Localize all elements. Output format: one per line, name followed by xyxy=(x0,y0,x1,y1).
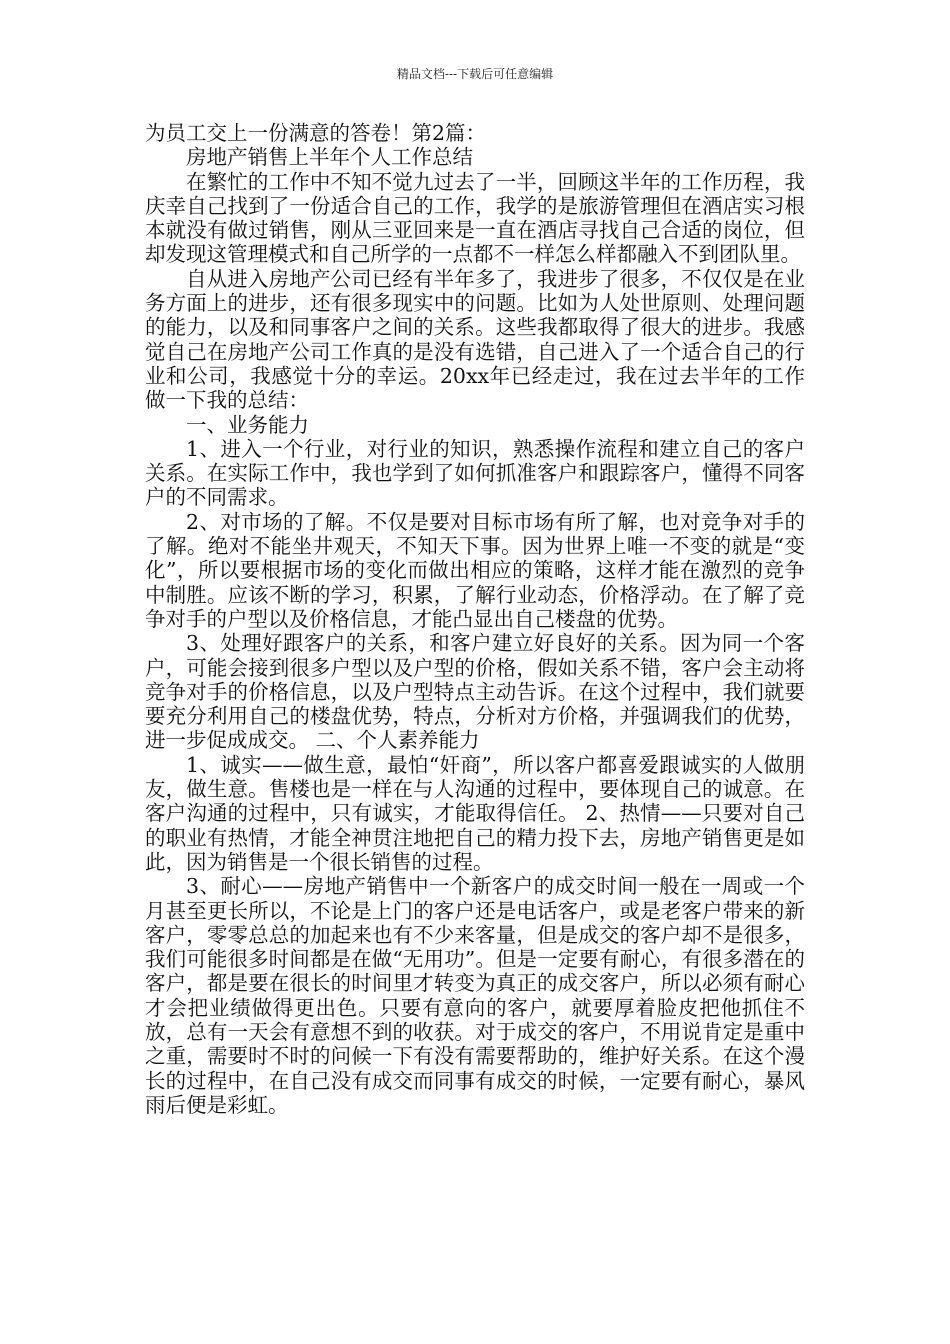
paragraph: 1、诚实——做生意，最怕“奸商”，所以客户都喜爱跟诚实的人做朋友，做生意。售楼也是一样在与人沟通的过程中，要体现自己的诚意。在客户沟通的过程中，只有诚实，才能取得信任。 2、热情——只要对自己的职业有热情，才能全神贯注地把自己的精力投下去，房地产销售更是如此，因为销售是一个很长销售的过程。 xyxy=(145,752,805,874)
paragraph: 3、处理好跟客户的关系，和客户建立好良好的关系。因为同一个客户，可能会接到很多户型以及户型的价格，假如关系不错，客户会主动将竞争对手的价格信息，以及户型特点主动告诉。在这个过程中，我们就要要充分利用自己的楼盘优势，特点，分析对方价格，并强调我们的优势，进一步促成成交。 二、个人素养能力 xyxy=(145,631,805,753)
document-body xyxy=(145,121,805,1117)
paragraph: 在繁忙的工作中不知不觉九过去了一半，回顾这半年的工作历程，我庆幸自己找到了一份适合自己的工作，我学的是旅游管理但在酒店实习根本就没有做过销售，刚从三亚回来是一直在酒店寻找自己合适的岗位，但却发现这管理模式和自己所学的一点都不一样怎么样都融入不到团队里。 xyxy=(145,169,805,267)
section-title: 房地产销售上半年个人工作总结 xyxy=(186,145,473,170)
paragraph: 1、进入一个行业，对行业的知识，熟悉操作流程和建立自己的客户关系。在实际工作中，我也学到了如何抓准客户和跟踪客户，懂得不同客户的不同需求。 xyxy=(145,436,805,510)
page-header-watermark: 精品文档---下载后可任意编辑 xyxy=(396,67,554,81)
intro-line: 为员工交上一份满意的答卷！第2篇： xyxy=(145,121,487,145)
paragraph: 自从进入房地产公司已经有半年多了，我进步了很多，不仅仅是在业务方面上的进步，还有很多现实中的问题。比如为人处世原则、处理问题的能力，以及和同事客户之间的关系。这些我都取得了很大的进步。我感觉自己在房地产公司工作真的是没有选错，自己进入了一个适合自己的行业和公司，我感觉十分的幸运。20xx年已经走过，我在过去半年的工作做一下我的总结： xyxy=(145,266,805,413)
paragraph: 3、耐心——房地产销售中一个新客户的成交时间一般在一周或一个月甚至更长所以，不论是上门的客户还是电话客户，或是老客户带来的新客户，零零总总的加起来也有不少来客量，但是成交的客户却不是很多，我们可能很多时间都是在做“无用功”。但是一定要有耐心，有很多潜在的客户，都是要在很长的时间里才转变为真正的成交客户，所以必须有耐心才会把业绩做得更出色。只要有意向的客户，就要厚着脸皮把他抓住不放，总有一天会有意想不到的收获。对于成交的客户，不用说肯定是重中之重，需要时不时的问候一下有没有需要帮助的，维护好关系。在这个漫长的过程中，在自己没有成交而同事有成交的时候，一定要有耐心，暴风雨后便是彩虹。 xyxy=(145,874,805,1117)
section-heading-business: 一、业务能力 xyxy=(186,412,309,437)
paragraph: 2、对市场的了解。不仅是要对目标市场有所了解，也对竞争对手的了解。绝对不能坐井观天，不知天下事。因为世界上唯一不变的就是“变化”，所以要根据市场的变化而做出相应的策略，这样才能在激烈的竞争中制胜。应该不断的学习，积累，了解行业动态，价格浮动。在了解了竞争对手的户型以及价格信息，才能凸显出自己楼盘的优势。 xyxy=(145,509,805,631)
